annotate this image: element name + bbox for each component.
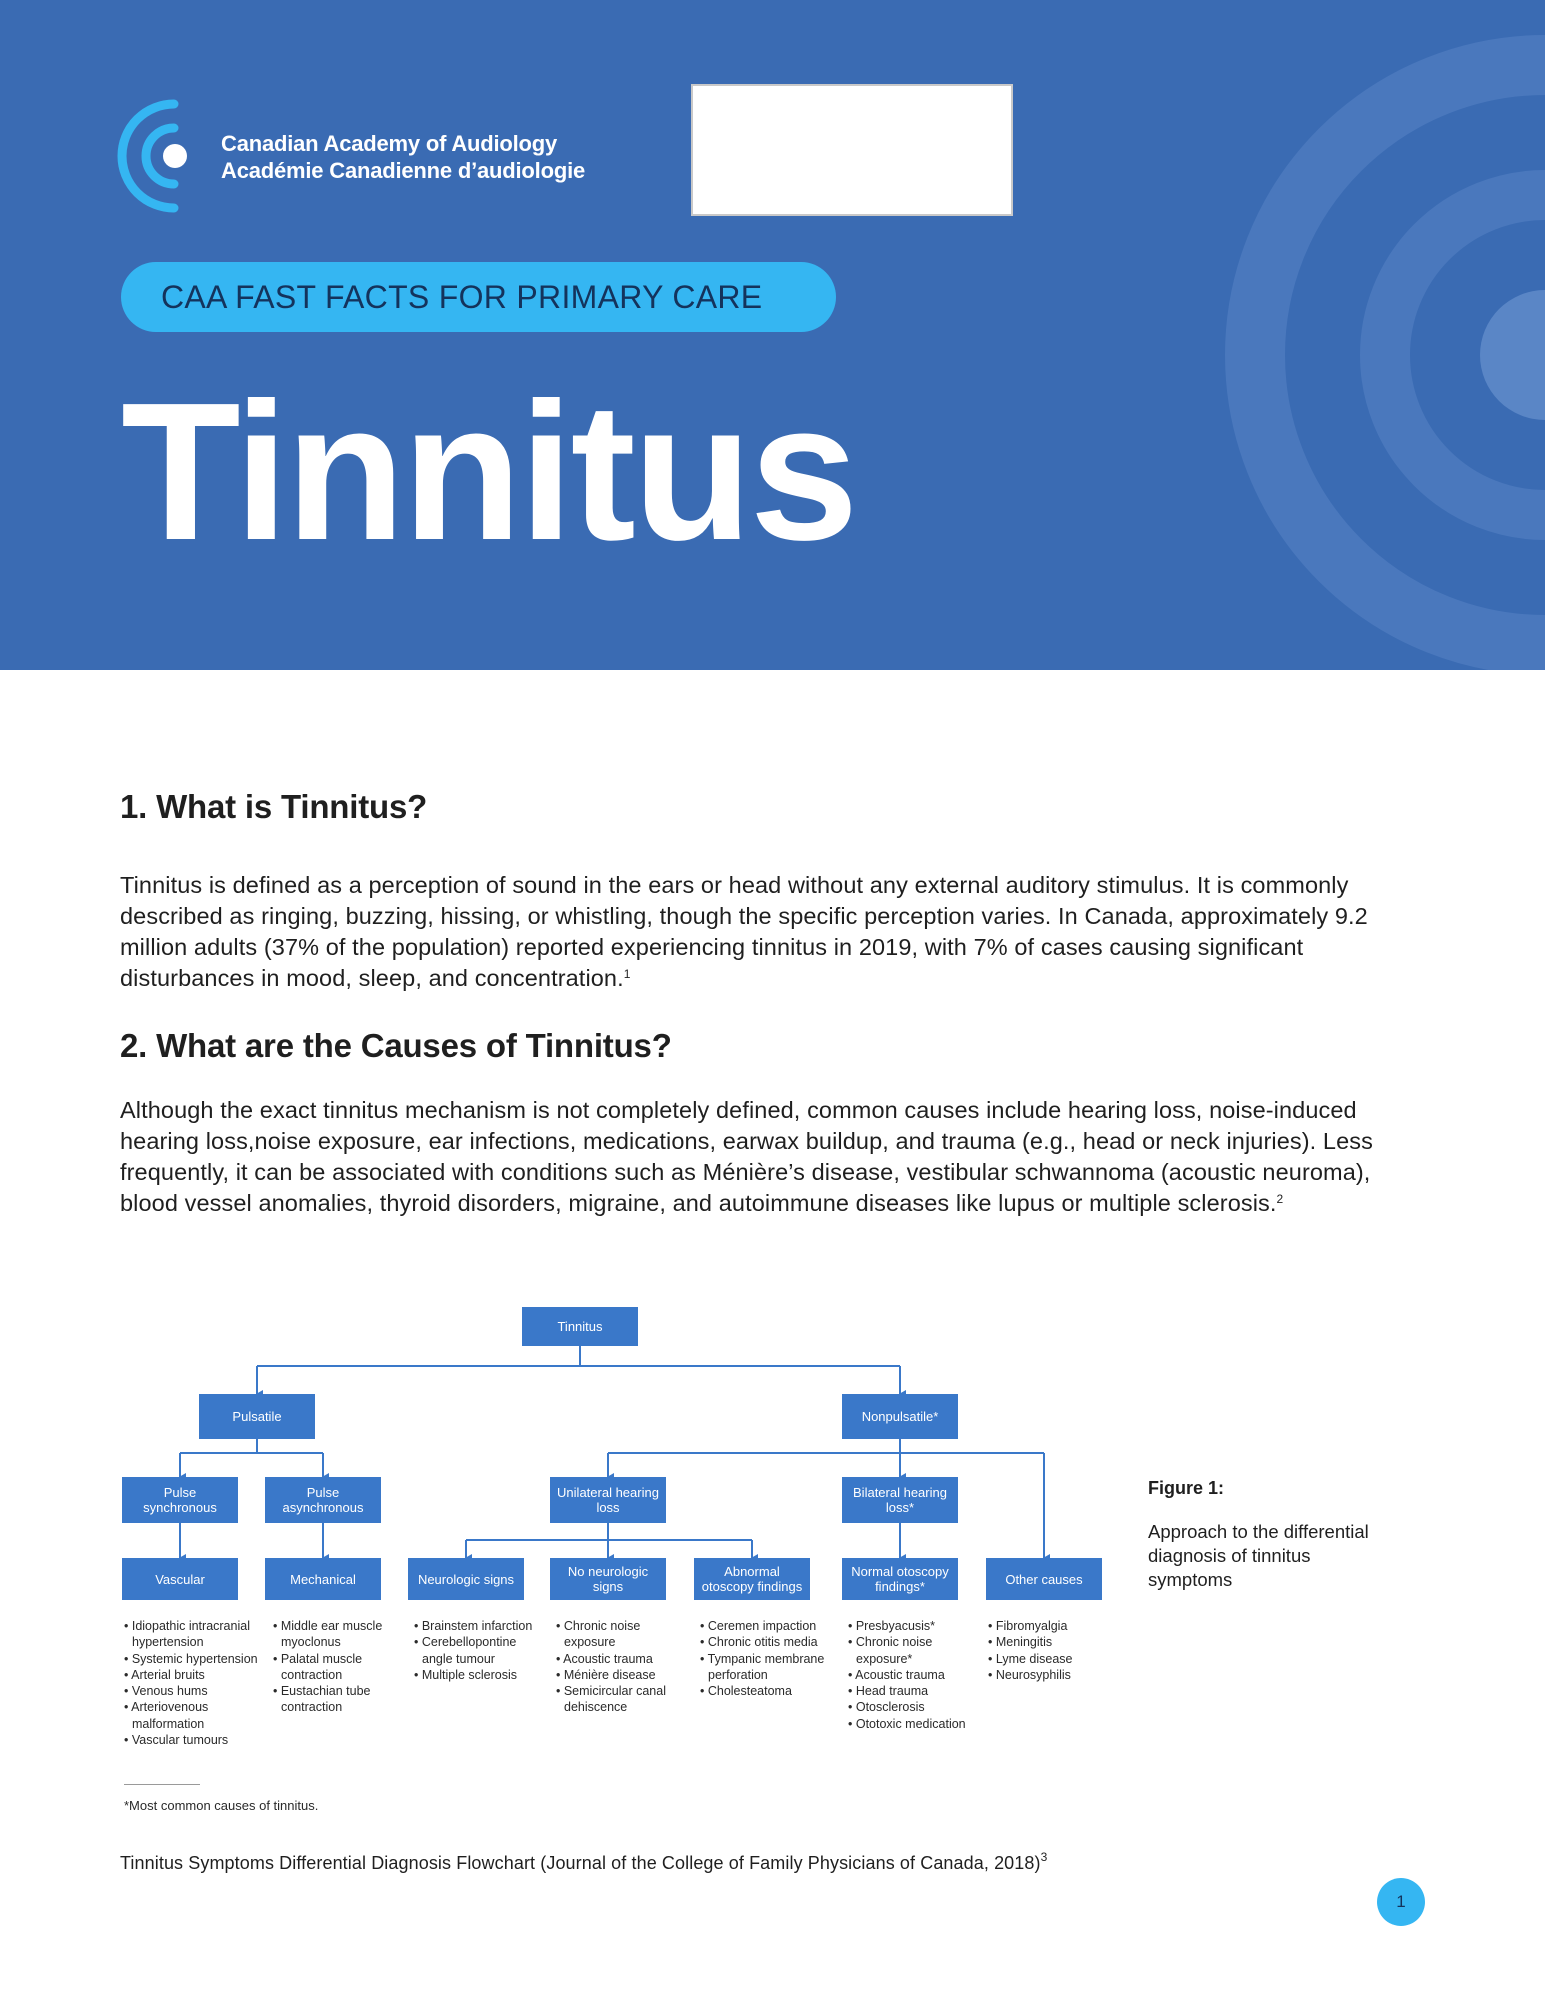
- header-banner: [0, 0, 1545, 670]
- list-item: • Chronic noise exposure: [556, 1619, 641, 1650]
- list-normal-otoscopy: [848, 1618, 978, 1732]
- list-vascular: [124, 1618, 264, 1748]
- list-item: • Venous hums: [124, 1684, 208, 1699]
- organization-name: [221, 130, 585, 184]
- partner-logo-placeholder: [691, 84, 1013, 216]
- section-2-heading: 2. What are the Causes of Tinnitus?: [120, 1027, 672, 1064]
- ear-sound-waves-icon: [112, 96, 212, 216]
- list-item: • Neurosyphilis: [988, 1667, 1071, 1682]
- reference-1: 1: [623, 967, 631, 981]
- reference-2: 2: [1276, 1192, 1284, 1206]
- list-item: • Arteriovenous malformation: [124, 1700, 209, 1731]
- list-item: • Chronic noise exposure*: [848, 1635, 933, 1666]
- node-other-causes: Other causes: [986, 1558, 1102, 1600]
- node-pulse-asynchronous: Pulse asynchronous: [265, 1477, 381, 1523]
- page-title: Tinnitus: [121, 362, 856, 581]
- list-item: • Palatal muscle contraction: [273, 1651, 363, 1682]
- list-item: • Cholesteatoma: [700, 1684, 792, 1699]
- list-item: • Acoustic trauma: [848, 1667, 945, 1682]
- list-item: • Ceremen impaction: [700, 1619, 817, 1633]
- organization-name-english: Canadian Academy of Audiology: [221, 131, 558, 156]
- organization-name-french: Académie Canadienne d’audiologie: [221, 158, 586, 183]
- node-unilateral-hearing-loss: Unilateral hearing loss: [550, 1477, 666, 1523]
- list-item: • Head trauma: [848, 1684, 929, 1699]
- reference-3: 3: [1040, 1850, 1048, 1864]
- node-bilateral-hearing-loss: Bilateral hearing loss*: [842, 1477, 958, 1523]
- list-item: • Middle ear muscle myoclonus: [273, 1619, 383, 1650]
- node-vascular: Vascular: [122, 1558, 238, 1600]
- list-item: • Acoustic trauma: [556, 1651, 653, 1666]
- list-other-causes: [988, 1618, 1106, 1683]
- list-item: • Otosclerosis: [848, 1700, 925, 1715]
- node-pulse-synchronous: Pulse synchronous: [122, 1477, 238, 1523]
- list-item: • Presbyacusis*: [848, 1619, 936, 1633]
- node-neurologic-signs: Neurologic signs: [408, 1558, 524, 1600]
- list-item: • Tympanic membrane perforation: [700, 1651, 825, 1682]
- list-item: • Multiple sclerosis: [414, 1667, 518, 1682]
- list-item: • Vascular tumours: [124, 1733, 229, 1748]
- node-abnormal-otoscopy: Abnormal otoscopy findings: [694, 1558, 810, 1600]
- list-item: • Fibromyalgia: [988, 1619, 1068, 1633]
- list-item: • Arterial bruits: [124, 1667, 205, 1682]
- list-item: • Eustachian tube contraction: [273, 1684, 371, 1715]
- list-item: • Meningitis: [988, 1635, 1053, 1650]
- node-tinnitus: Tinnitus: [522, 1307, 638, 1346]
- page-number-badge: 1: [1377, 1878, 1425, 1926]
- figure-description: Approach to the differential diagnosis of tinnitus symptoms: [1148, 1521, 1369, 1590]
- list-item: • Ototoxic medication: [848, 1716, 966, 1731]
- list-item: • Brainstem infarction: [414, 1619, 533, 1633]
- section-1-body: [120, 870, 1410, 994]
- list-item: • Idiopathic intracranial hypertension: [124, 1619, 250, 1650]
- node-normal-otoscopy: Normal otoscopy findings*: [842, 1558, 958, 1600]
- list-abnormal-otoscopy: [700, 1618, 840, 1699]
- list-no-neurologic-signs: [556, 1618, 686, 1716]
- differential-diagnosis-flowchart: [110, 1290, 1110, 1830]
- list-item: • Semicircular canal dehiscence: [556, 1684, 666, 1715]
- list-neurologic-signs: [414, 1618, 539, 1683]
- list-mechanical: [273, 1618, 403, 1716]
- section-2-body: [120, 1095, 1410, 1219]
- node-pulsatile: Pulsatile: [199, 1394, 315, 1439]
- node-no-neurologic-signs: No neurologic signs: [550, 1558, 666, 1600]
- list-item: • Chronic otitis media: [700, 1635, 818, 1650]
- list-item: • Ménière disease: [556, 1667, 656, 1682]
- series-label-badge: CAA FAST FACTS FOR PRIMARY CARE: [121, 262, 836, 332]
- caption-text: Tinnitus Symptoms Differential Diagnosis Flowchart (Journal of the College of Family Physicians of Canada, 2018): [120, 1853, 1041, 1873]
- footnote-divider: [124, 1784, 200, 1785]
- node-mechanical: Mechanical: [265, 1558, 381, 1600]
- list-item: • Cerebellopontine angle tumour: [414, 1635, 517, 1666]
- list-item: • Lyme disease: [988, 1651, 1073, 1666]
- figure-label: Figure 1:: [1148, 1478, 1225, 1498]
- section-2-text: Although the exact tinnitus mechanism is not completely defined, common causes include hearing loss, noise-induced hearing loss,noise exposure, ear infections, medications, earwax buildup, and trauma (e.g., head or neck injuries). Less frequently, it can be associated with conditions such as Ménière’s disease, vestibular schwannoma (acoustic neuroma), blood vessel anomalies, thyroid disorders, migraine, and autoimmune diseases like lupus or multiple sclerosis.: [120, 1097, 1373, 1216]
- section-1-heading: 1. What is Tinnitus?: [120, 788, 428, 825]
- list-item: • Systemic hypertension: [124, 1651, 258, 1666]
- node-nonpulsatile: Nonpulsatile*: [842, 1394, 958, 1439]
- flowchart-footnote: *Most common causes of tinnitus.: [124, 1798, 319, 1813]
- figure-caption: [120, 1850, 1048, 1874]
- section-1-text: Tinnitus is defined as a perception of sound in the ears or head without any external auditory stimulus. It is commonly described as ringing, buzzing, hissing, or whistling, though the specific perception varies. In Canada, approximately 9.2 million adults (37% of the population) reported experiencing tinnitus in 2019, with 7% of cases causing significant disturbances in mood, sleep, and concentration.: [120, 872, 1368, 991]
